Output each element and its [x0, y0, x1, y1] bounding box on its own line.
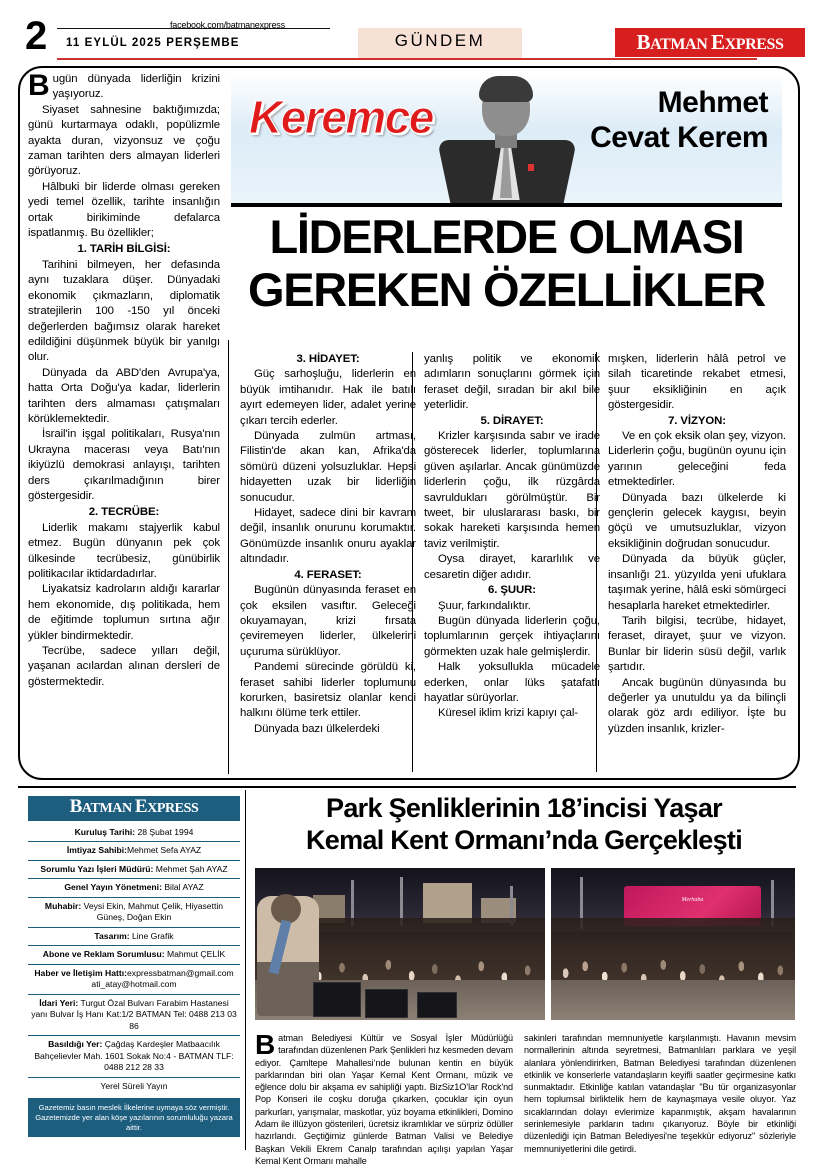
article-paragraph: İsrail'in işgal politikaları, Rusya'nın Ukrayna macerası veya Batı'nın ikiyüzlü demokrasi anlayışı, tarihten ders çıkarılmadığının birer göstergesidir. [28, 428, 220, 502]
performer-silhouette [257, 896, 319, 1016]
masthead-logo-top [615, 28, 805, 57]
imprint-divider [245, 790, 246, 1150]
article-headline [231, 210, 782, 316]
imprint-row-label: Tasarım: [94, 930, 130, 941]
headline-line-2: GEREKEN ÖZELLİKLER [247, 263, 766, 316]
imprint-row-label: Haber ve İletişim Hattı: [34, 967, 127, 978]
author-first-name: Mehmet [657, 86, 768, 119]
author-name [590, 85, 768, 155]
article-paragraph: Halk yoksullukla mücadele ederken, onlar lüks şatafatlı hayatlar sürüyorlar. [424, 661, 600, 704]
imprint-row [28, 824, 240, 842]
article-paragraph: Hâlbuki bir liderde olması gereken yedi temel özellik, tarihte insanlığın ortak birikiminde defalarca ispatlanmış. Bu özellikler; [28, 180, 220, 240]
article-subheading: 6. ŞUUR: [488, 584, 536, 597]
article-paragraph: Şuur, farkındalıktır. [438, 599, 531, 612]
imprint-row-label: Sorumlu Yazı İşleri Müdürü: [40, 863, 154, 874]
article-paragraph: Siyaset sahnesine baktığımızda; günü kurtarmaya odaklı, popülizmle ayakta duran, vizyonsuz ve çoğu zaman tarihten ders almayan liderleri görüyoruz. [28, 103, 220, 178]
bottom-drop-cap: B [255, 1029, 276, 1060]
bottom-headline-line-2: Kemal Kent Ormanı’nda Gerçekleşti [305, 825, 743, 855]
imprint-row-value: Mehmet Sefa AYAZ [126, 845, 202, 855]
imprint-row-label: Abone ve Reklam Sorumlusu: [42, 949, 165, 959]
imprint-row-value: Yerel Süreli Yayın [100, 1080, 168, 1091]
imprint-box [28, 796, 240, 1137]
concert-crowd-photo [255, 868, 545, 1020]
article-subheading: 4. FERASET: [294, 568, 362, 581]
imprint-row-label: Muhabir: [44, 900, 82, 911]
imprint-row-value: Mahmut ÇELİK [164, 949, 226, 959]
article-column-1 [28, 69, 220, 772]
article-paragraph: Bugünün dünyasında feraset en çok eksilen vasıftır. Geleceği okuyamayan, krizi fırsata çeviremeyen liderler, ülkelerini uçuruma sürüklüyor. [240, 584, 416, 658]
article-paragraph: Liderlik makamı stajyerlik kabul etmez. Bugün dünyanın pek çok ülkesinde tecrübesiz, günübirlik politikacılar iktidardadırlar. [28, 521, 220, 580]
imprint-row-value: expressbatman@gmail.com ati_atay@hotmail.com [91, 967, 234, 989]
imprint-note: Gazetemiz basın meslek İlkelerine uymaya söz vermiştir. Gazetemizde yer alan köşe yazılarının sorumluluğu yazara aittir. [28, 1098, 240, 1137]
drop-cap: B [28, 69, 50, 102]
article-subheading: 1. TARİH BİLGİSİ: [77, 243, 171, 256]
imprint-row [28, 927, 240, 946]
park-festival-stage-photo [551, 868, 795, 1020]
article-paragraph: Oysa dirayet, kararlılık ve cesaretin diğer adıdır. [424, 553, 600, 581]
masthead-xpress: XPRESS [724, 36, 784, 53]
article-paragraph: Liyakatsiz kadroların aldığı kararlar hem ekonomide, dış politikada, hem de eğitimde toplumun sırtına ağır yükler bindirmektedir. [28, 583, 220, 642]
imprint-row [28, 994, 240, 1036]
bottom-article-body-col-1: Batman Belediyesi Kültür ve Sosyal İşler Müdürlüğü tarafından düzenlenen Park Şenlikleri hız kesmeden devam ediyor. Çamltepe Mahallesi’nde bulunan kentin en büyük parklarından biri olan Yaşar Kemal Kent Ormanı, müzik ve eğlence dolu bir akşama ev sahipliği yaptı. BizSiz1O’lar Rock'nd Pop Konseri ile coşku doruğa çıkarken, çocuklar için oyun parkurları, yarışmalar, maskotlar, yüz boyama etkinlikleri, Domino Adam ile illüzyon gösterileri, ücretsiz ikramlıklar ve sürpriz ödüller hazırlandı. Geçtiğimiz günlerde Batman Valisi ve Belediye Başkan Vekili Ekrem Canalp tarafından açılışı yapılan Yaşar Kemal Kent Ormanı mahalle [255, 1029, 513, 1166]
bottom-article-photos [255, 868, 795, 1020]
article-paragraph: mışken, liderlerin hâlâ petrol ve silah ticaretinde rekabet etmesi, şuur eksikliğinin en açık göstergesidir. [608, 353, 786, 412]
imprint-row-label: Basıldığı Yer: [48, 1039, 103, 1049]
article-paragraph: yanlış politik ve ekonomik adımların sonuçlarını görmek için feraset değil, sıradan bir akıl bile yeterlidir. [424, 353, 600, 412]
bottom-separator [18, 786, 796, 788]
author-last-name: Cevat Kerem [590, 121, 768, 154]
article-column-2 [240, 352, 416, 772]
article-paragraph: Dünyada da büyük güçler, insanlığı 21. yüzyılda yeni ufuklara taşımak yerine, hâlâ eski sömürgeci hesaplarla hareket etmektedirler. [608, 553, 786, 612]
article-paragraph: Tarihini bilmeyen, her defasında aynı tuzaklara düşer. Dünyadaki ekonomik çıkmazların, diplomatik stratejilerin 100 -150 yıl önceki değerlerden bağımsız olarak hareket edildiğini düşünmek büyük bir yanılgı olur. [28, 258, 220, 364]
imprint-row [28, 1077, 240, 1096]
article-paragraph: Dünyada bazı ülkelerde ki gençlerin gelecek kaygısı, beyin göçü ve umutsuzluklar, vizyon eksikliğinin doğrudan sonucudur. [608, 491, 786, 550]
masthead-e: E [710, 30, 725, 54]
article-paragraph: Küresel iklim krizi kapıyı çal- [438, 707, 578, 720]
article-subheading: 5. DİRAYET: [480, 414, 544, 427]
article-paragraph: Dünyada bazı ülkelerdeki [254, 722, 380, 735]
masthead-atman: ATMAN [650, 36, 711, 53]
article-paragraph: Tecrübe, sadece yılları değil, yaşanan acılardan alınan dersleri de göstermektedir. [28, 645, 220, 688]
imprint-logo [28, 796, 240, 821]
imprint-rows [28, 824, 240, 1096]
article-paragraph: Bugün dünyada liderliğin krizini yaşıyoruz. [28, 69, 220, 102]
article-paragraph: Ancak bugünün dünyasında bu değerler ya unutuldu ya da bilinçli olarak göz ardı ediliyor. İşte bu yüzden insanlık, krizler- [608, 676, 786, 735]
imprint-row [28, 945, 240, 964]
banner-rule [231, 203, 782, 207]
imprint-row-value: Mehmet Şah AYAZ [153, 863, 228, 874]
imprint-row [28, 1035, 240, 1077]
imprint-row [28, 964, 240, 994]
imprint-row-value: Veysi Ekin, Mahmut Çelik, Hiyasettin Güneş, Doğan Ekin [81, 900, 224, 922]
article-paragraph: Dünyada da ABD'den Avrupa'ya, hatta Orta Doğu'ya kadar, liderlerin tarihten ders almaması çatışmaları körüklemektedir. [28, 366, 220, 425]
header-rule-red [57, 58, 757, 60]
imprint-row-label: İmtiyaz Sahibi: [66, 845, 127, 855]
imprint-row-value: Line Grafik [129, 930, 174, 941]
section-label: GÜNDEM [394, 31, 486, 50]
article-column-4 [608, 352, 786, 772]
imprint-row-value: Çağdaş Kardeşler Matbaacılık Bahçelievler Mah. 1601 Sokak No:4 - BATMAN TLF: 0488 212 28 33 [34, 1039, 234, 1072]
imprint-row [28, 860, 240, 879]
imprint-logo-atman: ATMAN [81, 801, 135, 816]
columnist-photo [436, 72, 576, 204]
page-number: 2 [25, 14, 47, 58]
column-divider-1 [228, 340, 229, 774]
publication-date: 11 EYLÜL 2025 PERŞEMBE [66, 37, 240, 49]
article-paragraph: Hidayet, sadece dini bir kavram değil, insanlık onurunu korumaktır. Gönümüzde insanlık onuru ayaklar altındadır. [240, 507, 416, 566]
imprint-logo-xpress: XPRESS [147, 801, 199, 816]
imprint-row-value: Bilal AYAZ [161, 882, 204, 892]
article-paragraph: Pandemi sürecinde görüldü ki, feraset sahibi liderler toplumunu korurken, basiretsiz olanlar kendi halkını ölüme terk ettiler. [240, 661, 416, 720]
article-paragraph: Tarih bilgisi, tecrübe, hidayet, feraset, dirayet, şuur ve vizyon. Bunlar bir liderin süsü değil, varlık şartıdır. [608, 614, 786, 674]
page-header [0, 0, 815, 64]
imprint-row-label: Genel Yayın Yönetmeni: [64, 882, 162, 892]
imprint-row-value: Turgut Özal Bulvarı Farabim Hastanesi yanı Bulvar İş Hanı Kat:1/2 BATMAN Tel: 0488 213 03 86 [31, 997, 237, 1031]
imprint-row [28, 897, 240, 927]
column-title: Keremce [249, 91, 433, 143]
bottom-article-headline [252, 792, 796, 856]
article-paragraph: Ve en çok eksik olan şey, vizyon. Liderlerin çoğu, bugünün oyunu için yarının geleceğini feda etmektedirler. [608, 430, 786, 489]
headline-line-1: LİDERLERDE OLMASI [269, 210, 744, 263]
imprint-logo-e: E [134, 796, 148, 817]
article-paragraph: Bugün dünyada liderlerin çoğu, toplumlarının gerçek ihtiyaçlarını görmekten uzak hale gelmişlerdir. [424, 614, 600, 658]
article-column-3 [424, 352, 600, 772]
article-paragraph: Dünyada zulmün artması, Filistin'de akan kan, Afrika'da sömürü düzeni yolsuzluklar. Hepsi hidayetten uzak bir liderliğin sonucudur. [240, 430, 416, 504]
article-paragraph: Krizler karşısında sabır ve irade gösterecek liderler, toplumlarına güven aşılarlar. Ancak günümüzde liderlerin çoğu, ilk rüzgârda savruldukları görülmüştür. Bir tweet, bir uluslararası baskı, bir sokak hareketi karşısında hemen taviz verilmiştir. [424, 430, 600, 550]
masthead-b: B [636, 30, 651, 54]
article-subheading: 2. TECRÜBE: [88, 506, 160, 519]
social-url[interactable]: facebook.com/batmanexpress [170, 20, 285, 30]
imprint-row-label: İdari Yeri: [39, 997, 79, 1008]
bottom-headline-line-1: Park Şenliklerinin 18’incisi Yaşar [326, 793, 722, 823]
imprint-row [28, 878, 240, 897]
bottom-article-body-col-2: sakinleri tarafından memnuniyetle karşılanmıştı. Havanın mevsim normallerinin altında seyretmesi, Batmanlıları parklara ve yeşil alanlara yönlendirirken, Batman Belediyesi tarafından düzenlenen etkinlik ve konserlerle vatandaşların keyifli saatler geçirmesine katkı sunmaktadır. Etkinliğe katılan vatandaşlar "Bu tür organizasyonlar hem toplumsal birliktelik hem de kaynaşmaya vesile oluyor. Yaz sıcaklarından dolayı evlerimize kapanmıştık, akşam havalarının serinlemesiyle parkların tadını çıkarıyoruz. Böyle bir etkinliği düzenlediği için Batman Belediyesi'ne teşekkür ediyoruz" sözleriyle memnuniyetlerini dile getirdi. [524, 1033, 796, 1154]
column-banner [231, 72, 782, 204]
stage-banner-text: Merhaba [681, 897, 704, 904]
imprint-logo-b: B [69, 796, 82, 817]
imprint-row-label: Kuruluş Tarihi: [74, 826, 136, 837]
article-paragraph: Güç sarhoşluğu, liderlerin en büyük imtihanıdır. Hak ile batılı ayırt edemeyen lider, adalet yerine çıkarı tercih ederler. [240, 368, 416, 427]
imprint-row [28, 841, 240, 860]
article-subheading: 7. VİZYON: [668, 414, 726, 427]
imprint-row-value: 28 Şubat 1994 [135, 826, 194, 837]
article-subheading: 3. HİDAYET: [296, 353, 360, 365]
